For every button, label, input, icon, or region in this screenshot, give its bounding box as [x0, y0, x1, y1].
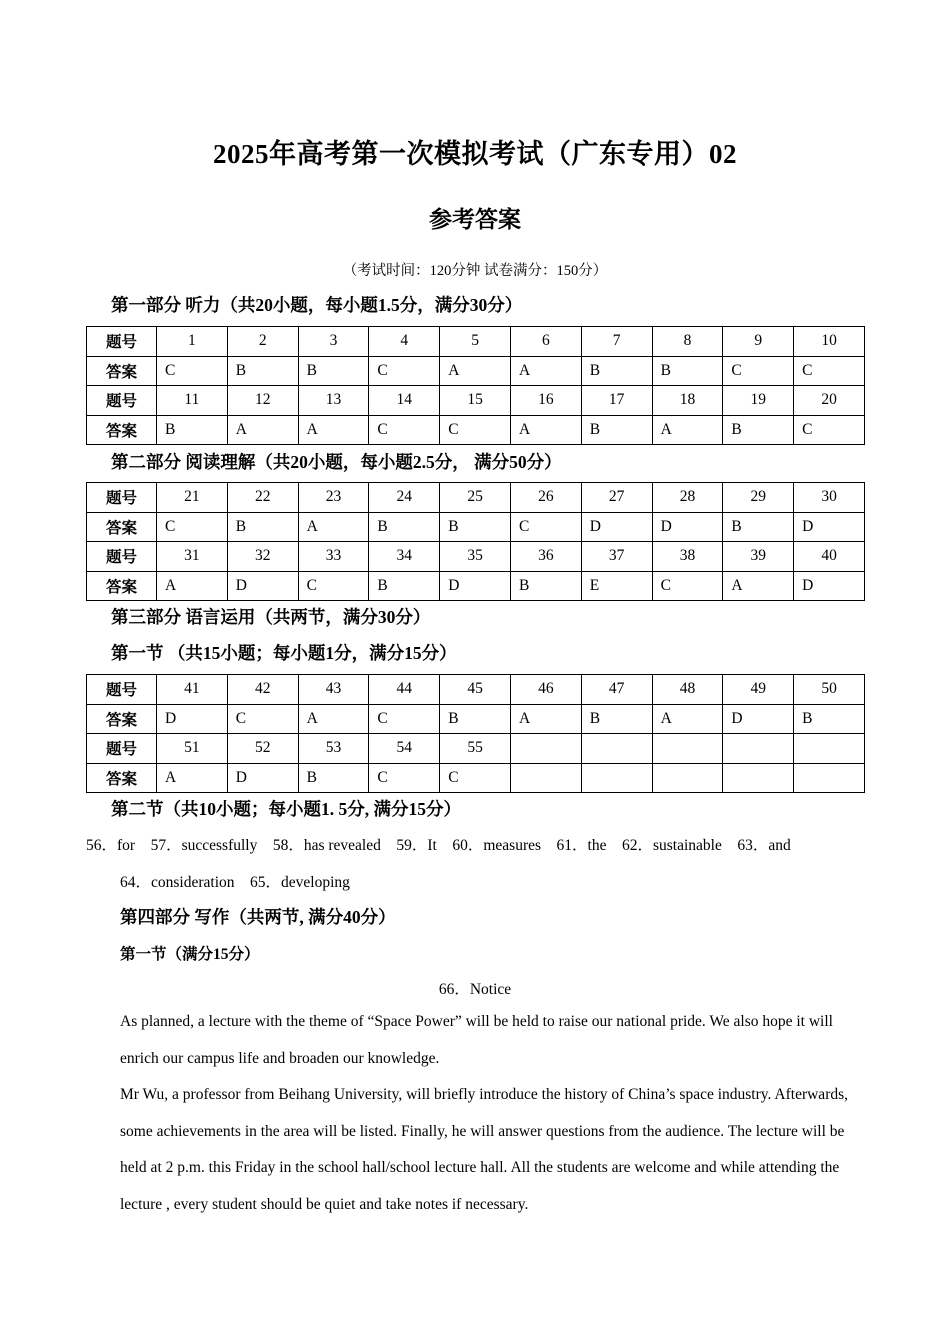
question-number-cell: 14 [369, 386, 440, 416]
answer-cell: B [794, 704, 865, 734]
answer-cell: B [723, 512, 794, 542]
question-number-cell: 30 [794, 483, 865, 513]
question-number-cell: 21 [157, 483, 228, 513]
answer-65: 65．developing [250, 874, 350, 891]
answer-cell: C [440, 415, 511, 445]
answer-cell: B [440, 512, 511, 542]
question-number-cell: 34 [369, 542, 440, 572]
question-number-cell: 15 [440, 386, 511, 416]
question-number-row [87, 542, 865, 572]
answer-cell: C [369, 356, 440, 386]
question-number-cell [794, 734, 865, 764]
answer-cell: D [723, 704, 794, 734]
answer-cell: A [510, 704, 581, 734]
question-number-cell: 44 [369, 675, 440, 705]
row-label: 答案 [87, 763, 157, 793]
answer-cell: B [369, 512, 440, 542]
fill-answers-line-2 [120, 870, 350, 892]
question-number-cell: 37 [581, 542, 652, 572]
question-number-cell: 41 [157, 675, 228, 705]
answer-cell: C [157, 512, 228, 542]
question-number-row [87, 483, 865, 513]
answer-cell: B [510, 571, 581, 601]
answer-cell: D [227, 571, 298, 601]
question-number-cell: 19 [723, 386, 794, 416]
row-label: 题号 [87, 542, 157, 572]
answer-cell: E [581, 571, 652, 601]
question-number-cell: 17 [581, 386, 652, 416]
answer-cell: A [298, 704, 369, 734]
question-number-cell: 24 [369, 483, 440, 513]
answer-cell: A [652, 415, 723, 445]
answer-cell: B [227, 356, 298, 386]
row-label: 题号 [87, 734, 157, 764]
answer-cell: D [794, 512, 865, 542]
answer-cell: D [794, 571, 865, 601]
answer-cell: C [794, 415, 865, 445]
answer-cell: C [369, 763, 440, 793]
answer-cell: A [157, 571, 228, 601]
part3-answer-table [86, 674, 865, 793]
answer-cell: A [723, 571, 794, 601]
question-number-cell: 11 [157, 386, 228, 416]
answer-cell: B [298, 356, 369, 386]
answer-cell: C [369, 704, 440, 734]
row-label: 题号 [87, 386, 157, 416]
question-number-cell: 25 [440, 483, 511, 513]
answer-cell: B [369, 571, 440, 601]
answer-cell: B [652, 356, 723, 386]
answer-cell: B [440, 704, 511, 734]
question-number-cell: 6 [510, 327, 581, 357]
answer-cell: B [581, 356, 652, 386]
question-number-cell: 38 [652, 542, 723, 572]
question-number-cell: 26 [510, 483, 581, 513]
answer-cell [581, 763, 652, 793]
row-label: 题号 [87, 483, 157, 513]
answer-cell: C [157, 356, 228, 386]
answer-cell: D [157, 704, 228, 734]
answer-cell: C [794, 356, 865, 386]
answer-row [87, 356, 865, 386]
row-label: 答案 [87, 704, 157, 734]
row-label: 题号 [87, 327, 157, 357]
answer-row [87, 512, 865, 542]
answer-61: 61．the [556, 837, 607, 854]
part1-heading: 第一部分 听力（共20小题，每小题1.5分，满分30分） [111, 295, 523, 315]
essay-paragraph-1: As planned, a lecture with the theme of “Space Power” will be held to raise our national pride. We also hope it will enrich our campus life and broaden our knowledge. [120, 1013, 833, 1067]
fill-answers-line-1 [86, 833, 791, 855]
question-number-cell: 13 [298, 386, 369, 416]
answer-cell: D [652, 512, 723, 542]
answer-57: 57．successfully [150, 837, 258, 854]
answer-cell: B [581, 415, 652, 445]
question-number-cell: 7 [581, 327, 652, 357]
question-number-cell: 2 [227, 327, 298, 357]
question-number-cell: 4 [369, 327, 440, 357]
answer-cell: A [227, 415, 298, 445]
answer-row [87, 763, 865, 793]
question-number-cell: 51 [157, 734, 228, 764]
question-number-cell: 16 [510, 386, 581, 416]
question-number-cell [723, 734, 794, 764]
part4-section1-heading: 第一节（满分15分） [120, 946, 260, 963]
answer-56: 56．for [86, 837, 136, 854]
answer-cell: A [157, 763, 228, 793]
part2-heading: 第二部分 阅读理解（共20小题，每小题2.5分， 满分50分） [111, 452, 562, 472]
question-number-cell: 10 [794, 327, 865, 357]
answer-cell: C [510, 512, 581, 542]
answer-cell: A [510, 356, 581, 386]
answer-59: 59．It [396, 837, 437, 854]
page-subtitle: 参考答案 [429, 207, 521, 232]
page-title: 2025年高考第一次模拟考试（广东专用）02 [213, 139, 737, 169]
question-number-cell: 3 [298, 327, 369, 357]
answer-cell [723, 763, 794, 793]
question-number-cell: 42 [227, 675, 298, 705]
question-number-cell: 35 [440, 542, 511, 572]
answer-cell: C [440, 763, 511, 793]
answer-cell: C [723, 356, 794, 386]
part3-section2-heading: 第二节（共10小题；每小题1. 5分, 满分15分） [111, 799, 461, 819]
question-number-row [87, 386, 865, 416]
question-number-cell: 29 [723, 483, 794, 513]
question-number-cell: 53 [298, 734, 369, 764]
question-number-cell: 23 [298, 483, 369, 513]
answer-cell: A [298, 415, 369, 445]
row-label: 答案 [87, 415, 157, 445]
question-number-cell [652, 734, 723, 764]
question-number-cell: 33 [298, 542, 369, 572]
answer-cell: B [581, 704, 652, 734]
question-number-cell: 12 [227, 386, 298, 416]
answer-cell: A [298, 512, 369, 542]
question-number-cell: 5 [440, 327, 511, 357]
essay-paragraph-2: Mr Wu, a professor from Beihang University, will briefly introduce the history of China’s space industry. Afterwards, some achievements in the area will be listed. Finally, he will answer questions from the audience. The lecture will be held at 2 p.m. this Friday in the school hall/school lecture hall. All the students are welcome and while attending the lecture , every student should be quiet and take notes if necessary. [120, 1086, 849, 1213]
question-number-cell: 28 [652, 483, 723, 513]
question-number-cell: 8 [652, 327, 723, 357]
question-number-cell: 9 [723, 327, 794, 357]
question-number-row [87, 327, 865, 357]
question-number-cell: 1 [157, 327, 228, 357]
row-label: 题号 [87, 675, 157, 705]
part3-heading: 第三部分 语言运用（共两节，满分30分） [111, 607, 431, 627]
question-number-row [87, 734, 865, 764]
answer-cell: D [581, 512, 652, 542]
answer-cell: B [723, 415, 794, 445]
answer-cell: A [510, 415, 581, 445]
answer-63: 63．and [737, 837, 791, 854]
row-label: 答案 [87, 512, 157, 542]
question-number-cell: 46 [510, 675, 581, 705]
answer-cell: A [652, 704, 723, 734]
answer-cell: C [298, 571, 369, 601]
part2-answer-table [86, 482, 865, 601]
question-number-cell: 36 [510, 542, 581, 572]
answer-row [87, 704, 865, 734]
question-number-cell: 48 [652, 675, 723, 705]
question-number-cell: 45 [440, 675, 511, 705]
question-number-cell [510, 734, 581, 764]
part1-answer-table [86, 326, 865, 445]
part4-heading: 第四部分 写作（共两节, 满分40分） [120, 907, 396, 927]
answer-cell: B [227, 512, 298, 542]
row-label: 答案 [87, 571, 157, 601]
question-number-cell: 39 [723, 542, 794, 572]
answer-cell: D [227, 763, 298, 793]
essay-title: 66．Notice [438, 981, 512, 998]
answer-row [87, 571, 865, 601]
answer-64: 64．consideration [120, 874, 235, 891]
part3-section1-heading: 第一节 （共15小题；每小题1分，满分15分） [111, 643, 457, 663]
answer-cell: A [440, 356, 511, 386]
answer-cell: D [440, 571, 511, 601]
answer-cell: B [298, 763, 369, 793]
question-number-cell: 55 [440, 734, 511, 764]
answer-cell: C [227, 704, 298, 734]
answer-row [87, 415, 865, 445]
row-label: 答案 [87, 356, 157, 386]
answer-cell [510, 763, 581, 793]
answer-60: 60．measures [452, 837, 542, 854]
answer-cell: C [652, 571, 723, 601]
answer-62: 62．sustainable [621, 837, 722, 854]
question-number-cell: 31 [157, 542, 228, 572]
answer-cell: B [157, 415, 228, 445]
question-number-cell: 54 [369, 734, 440, 764]
question-number-row [87, 675, 865, 705]
answer-cell [652, 763, 723, 793]
question-number-cell: 43 [298, 675, 369, 705]
question-number-cell: 52 [227, 734, 298, 764]
question-number-cell: 49 [723, 675, 794, 705]
question-number-cell: 50 [794, 675, 865, 705]
question-number-cell: 40 [794, 542, 865, 572]
question-number-cell: 22 [227, 483, 298, 513]
answer-cell: C [369, 415, 440, 445]
question-number-cell: 18 [652, 386, 723, 416]
question-number-cell [581, 734, 652, 764]
question-number-cell: 20 [794, 386, 865, 416]
question-number-cell: 47 [581, 675, 652, 705]
answer-cell [794, 763, 865, 793]
question-number-cell: 27 [581, 483, 652, 513]
answer-58: 58．has revealed [272, 837, 381, 854]
question-number-cell: 32 [227, 542, 298, 572]
exam-info: （考试时间：120分钟 试卷满分：150分） [342, 263, 608, 279]
